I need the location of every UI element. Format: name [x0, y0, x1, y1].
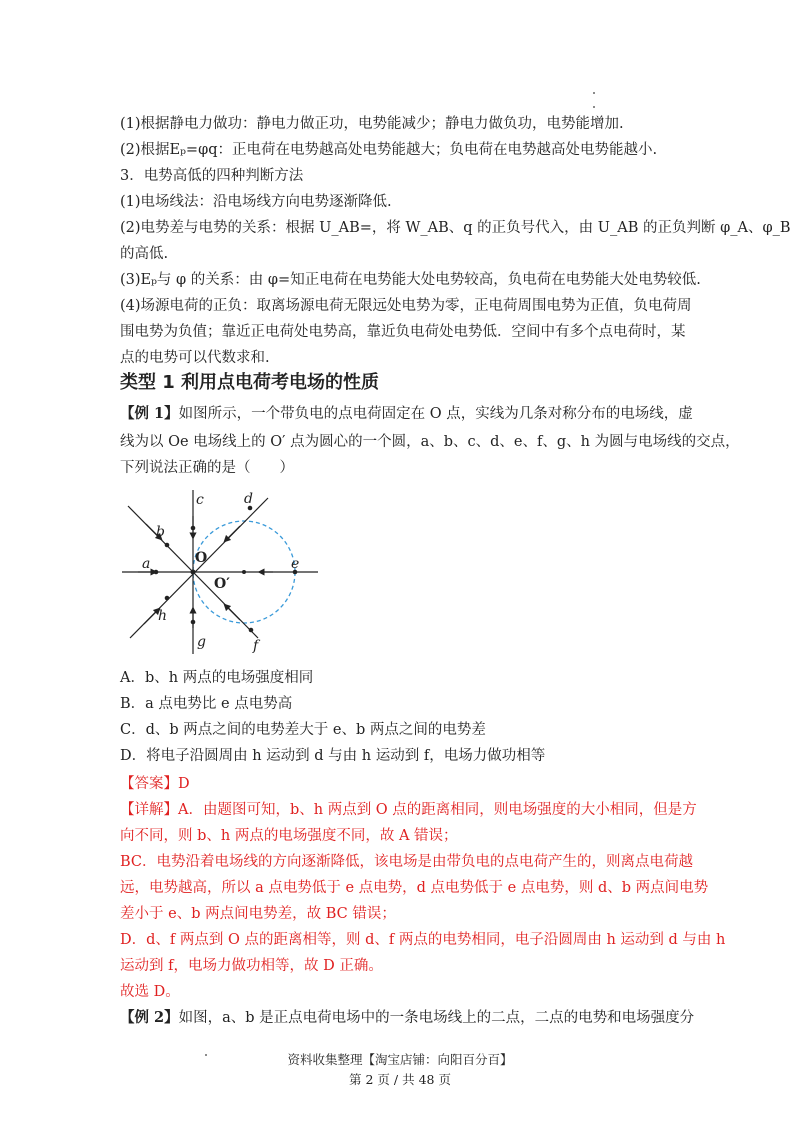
point-O [191, 570, 196, 575]
label-f: f [253, 638, 259, 654]
para-4: (1)电场线法：沿电场线方向电势逐渐降低. [120, 194, 392, 210]
example-1-line-2: 线为以 Oe 电场线上的 O′ 点为圆心的一个圆，a、b、c、d、e、f、g、h 为圆与电场线的交点， [120, 434, 740, 450]
point-b-mark [165, 543, 170, 548]
answer: 【答案】D [120, 776, 190, 792]
corner-dot [593, 92, 595, 94]
electric-field-diagram [118, 488, 328, 658]
explain-line-5: 差小于 e、b 两点间电势差，故 BC 错误； [120, 906, 396, 922]
explain-line-2: 向不同，则 b、h 两点的电场强度不同，故 A 错误； [120, 828, 458, 844]
para-7c: 点的电势可以代数求和. [120, 350, 270, 366]
arrow-diag-2 [226, 606, 240, 620]
label-d: d [244, 491, 253, 507]
example-2-text-1: 如图，a、b 是正点电荷电场中的一条电场线上的二点，二点的电势和电场强度分 [178, 1010, 695, 1026]
point-c-mark [191, 526, 196, 531]
example-1-line-3: 下列说法正确的是（ ） [120, 460, 294, 476]
example-1-text-1: 如图所示，一个带负电的点电荷固定在 O 点，实线为几条对称分布的电场线，虚 [178, 406, 693, 422]
label-e: e [291, 556, 300, 572]
option-c: C．d、b 两点之间的电势差大于 e、b 两点之间的电势差 [120, 722, 486, 738]
example-1-tag: 【例 1】 [120, 405, 179, 422]
explain-line-1: 【详解】A．由题图可知，b、h 两点到 O 点的距离相同，则电场强度的大小相同，但是方 [120, 802, 697, 818]
option-d: D．将电子沿圆周由 h 运动到 d 与由 h 运动到 f，电场力做功相等 [120, 748, 546, 764]
label-b: b [156, 524, 165, 540]
footer-source: 资料收集整理【淘宝店铺：向阳百分百】 [287, 1052, 513, 1067]
point-f-mark [249, 628, 254, 633]
option-a: A．b、h 两点的电场强度相同 [120, 670, 314, 686]
explain-line-6: D．d、f 两点到 O 点的距离相等，则 d、f 两点的电势相同，电子沿圆周由 h 运动到 d 与由 h [120, 932, 726, 948]
para-7a: (4)场源电荷的正负：取离场源电荷无限远处电势为零，正电荷周围电势为正值，负电荷周 [120, 298, 692, 314]
example-2-tag: 【例 2】 [120, 1009, 179, 1026]
para-7b: 围电势为负值；靠近正电荷处电势高，靠近负电荷处电势低．空间中有多个点电荷时，某 [120, 324, 686, 340]
corner-dot [593, 106, 595, 108]
explain-line-4: 远，电势越高，所以 a 点电势低于 e 点电势，d 点电势低于 e 点电势，则 d、b 两点间电势 [120, 880, 709, 896]
para-1: (1)根据静电力做功：静电力做正功，电势能减少；静电力做负功，电势能增加. [120, 116, 624, 132]
label-O: O [195, 550, 208, 566]
arrow-diag-3 [226, 526, 240, 540]
label-g: g [197, 634, 206, 650]
option-b: B．a 点电势比 e 点电势高 [120, 696, 293, 712]
explain-line-7: 运动到 f，电场力做功相等，故 D 正确。 [120, 958, 383, 974]
label-c: c [196, 492, 204, 508]
label-O-prime: O′ [214, 576, 230, 592]
para-5a: (2)电势差与电势的关系：根据 U_AB=，将 W_AB、q 的正负号代入，由 U_AB 的正负判断 φ_A、φ_B [120, 220, 791, 236]
section-heading: 类型 1 利用点电荷考电场的性质 [120, 372, 380, 393]
point-a-mark [154, 570, 159, 575]
para-6: (3)Eₚ与 φ 的关系：由 φ=知正电荷在电势能大处电势较高，负电荷在电势能大处电势较低. [120, 272, 701, 288]
point-O-prime [242, 570, 246, 574]
arrow-diag-4 [144, 610, 158, 624]
example-1-line-1 [120, 404, 693, 424]
point-h-mark [165, 596, 170, 601]
example-2-line-1 [120, 1008, 694, 1028]
explain-line-8: 故选 D。 [120, 984, 180, 1000]
para-3: 3．电势高低的四种判断方法 [120, 168, 304, 184]
point-g-mark [191, 620, 196, 625]
para-5b: 的高低. [120, 246, 169, 262]
footer-page-number: 第 2 页 / 共 48 页 [349, 1072, 451, 1087]
para-2: (2)根据Eₚ=φq：正电荷在电势越高处电势能越大；负电荷在电势越高处电势能越小. [120, 142, 658, 158]
explain-line-3: BC．电势沿着电场线的方向逐渐降低，该电场是由带负电的点电荷产生的，则离点电荷越 [120, 854, 694, 870]
label-h: h [158, 608, 168, 624]
label-a: a [142, 556, 151, 572]
